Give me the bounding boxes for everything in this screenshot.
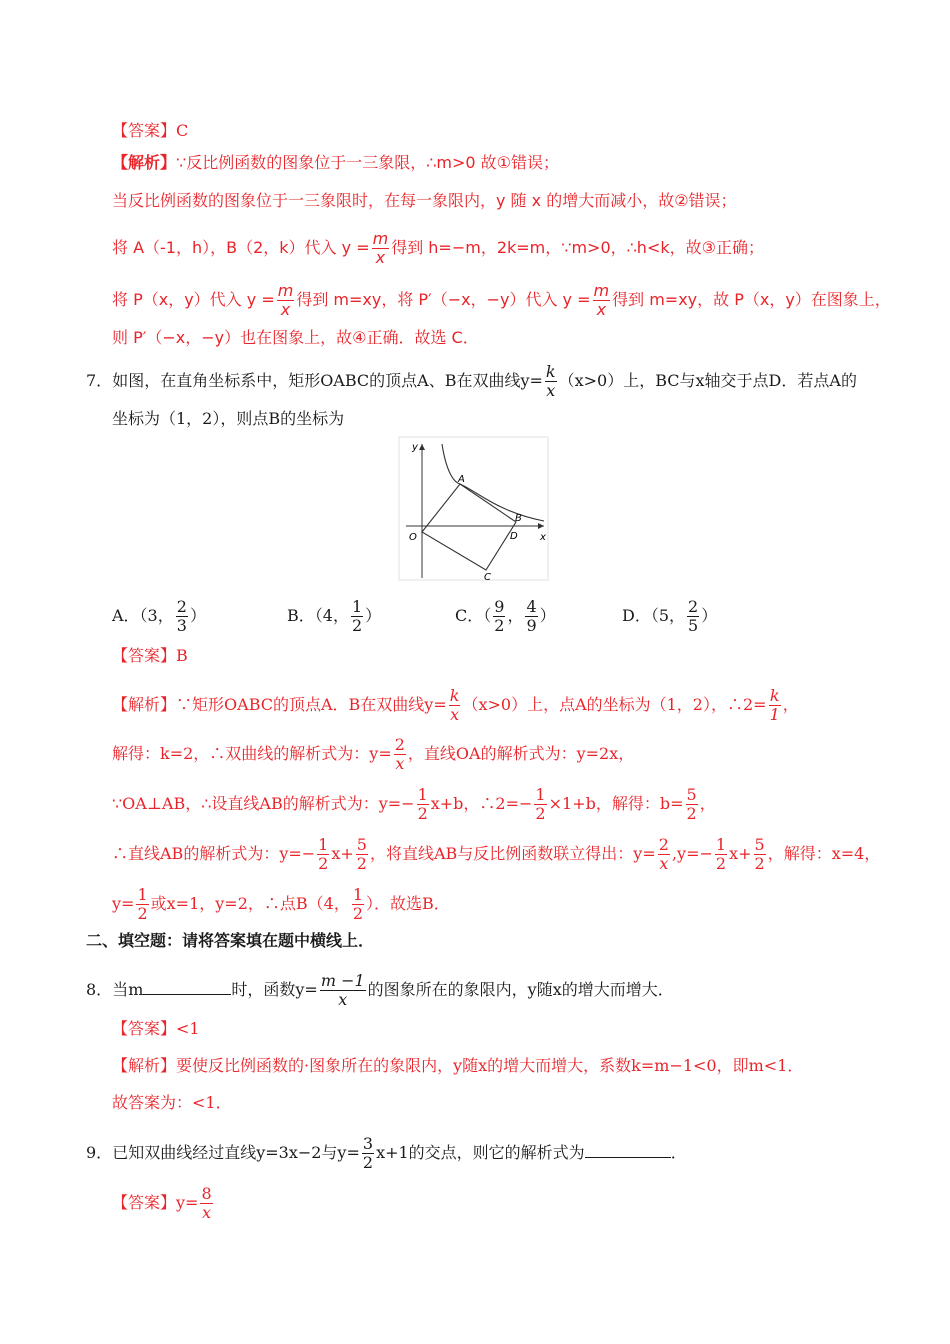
option-a[interactable]: A．（3， $\frac{2}{3}$ ） bbox=[112, 597, 206, 635]
x-axis-arrow bbox=[538, 523, 544, 529]
q7-stem-line-1: 7．如图，在直角坐标系中，矩形OABC的顶点A、B在双曲线y= $\frac{k}{x}$ （x>0）上，BC与x轴交于点D．若点A的 bbox=[86, 362, 857, 400]
y-axis-arrow bbox=[419, 444, 425, 450]
q6-analysis-line-5: 则 P′（−x，−y）也在图象上，故④正确．故选 C． bbox=[112, 328, 479, 347]
fraction-m-over-x: $\frac{m}{x}$ bbox=[372, 229, 389, 267]
q8-analysis: 【解析】要使反比例函数的·图象所在的象限内，y随x的增大而增大，系数k=m−1<0，即m<1． bbox=[112, 1056, 804, 1075]
answer-label: 【答案】 bbox=[112, 646, 177, 665]
q9-answer-blank[interactable] bbox=[585, 1141, 671, 1158]
analysis-label: 【解析】 bbox=[112, 153, 177, 172]
q7-answer bbox=[112, 645, 188, 667]
q7-analysis-line-4: ∴直线AB的解析式为：y=− $\frac{1}{2}$ x+ $\frac{5}{2}$ ，将直线AB与反比例函数联立得出：y= $\frac{2}{x}$ ,y=− $\frac{1}{2}$ x+ $\frac{5}{2}$ ，解得：x=4， bbox=[112, 835, 881, 873]
q7-analysis-line-2: 解得：k=2，∴双曲线的解析式为：y= $\frac{2}{x}$ ，直线OA的解析式为：y=2x， bbox=[112, 735, 635, 773]
q6-analysis-line-1: 【解析】∵反比例函数的图象位于一三象限，∴m>0 故①错误； bbox=[112, 153, 559, 172]
option-d[interactable]: D．（5， $\frac{2}{5}$ ） bbox=[622, 597, 718, 635]
q8-stem: 8．当m 时，函数y= $\frac{m -1}{x}$ 的图象所在的象限内，y随x的增大而增大． bbox=[86, 971, 674, 1009]
section-2-heading: 二、填空题：请将答案填在题中横线上． bbox=[86, 931, 375, 950]
label-o: O bbox=[409, 532, 417, 543]
q6-answer bbox=[112, 120, 188, 142]
q8-answer: 【答案】<1 bbox=[112, 1019, 200, 1038]
label-c: C bbox=[484, 572, 491, 582]
figure-border bbox=[399, 437, 548, 580]
fraction-m-over-x: $\frac{m}{x}$ bbox=[277, 281, 294, 319]
label-b: B bbox=[515, 513, 522, 524]
option-b[interactable]: B．（4， $\frac{1}{2}$ ） bbox=[287, 597, 382, 635]
q6-analysis-line-2: 当反比例函数的图象位于一三象限时，在每一象限内，y 随 x 的增大而减小，故②错误； bbox=[112, 191, 737, 210]
q7-figure bbox=[398, 436, 550, 582]
answer-value: C bbox=[176, 121, 189, 140]
label-a: A bbox=[458, 474, 465, 485]
q9-stem: 9．已知双曲线经过直线y=3x−2与y= $\frac{3}{2}$ x+1的交点，则它的解析式为 ． bbox=[86, 1134, 687, 1172]
rectangle-oabc bbox=[422, 484, 516, 570]
fraction-k-over-x: $\frac{k}{x}$ bbox=[545, 362, 556, 400]
q7-stem-line-2: 坐标为（1，2），则点B的坐标为 bbox=[112, 409, 345, 428]
q7-analysis-line-5: y= $\frac{1}{2}$ 或x=1，y=2，∴点B（4， $\frac{1}{2}$ ）．故选B． bbox=[112, 885, 450, 923]
q8-answer-blank[interactable] bbox=[143, 978, 231, 995]
label-x: x bbox=[540, 532, 546, 543]
q8-conclusion: 故答案为：<1． bbox=[112, 1093, 232, 1112]
q6-analysis-line-3: 将 A（-1，h），B（2，k）代入 y = $\frac{m}{x}$ 得到 h=−m，2k=m，∵m>0，∴h<k，故③正确； bbox=[112, 229, 764, 267]
option-c[interactable]: C．（ $\frac{9}{2}$ ， $\frac{4}{9}$ ） bbox=[455, 597, 556, 635]
answer-value: B bbox=[176, 646, 188, 665]
fraction-m-over-x: $\frac{m}{x}$ bbox=[593, 281, 610, 319]
q7-analysis-line-1: 【解析】∵矩形OABC的顶点A．B在双曲线y= $\frac{k}{x}$ （x>0）上，点A的坐标为（1，2），∴2= $\frac{k}{1}$ ， bbox=[112, 686, 799, 724]
q7-analysis-line-3: ∵OA⊥AB，∴设直线AB的解析式为：y=− $\frac{1}{2}$ x+b，∴2=− $\frac{1}{2}$ ×1+b，解得：b= $\frac{5}{2}$ ， bbox=[112, 785, 716, 823]
answer-label: 【答案】 bbox=[112, 121, 177, 140]
label-y: y bbox=[412, 442, 418, 453]
q6-analysis-line-4: 将 P（x，y）代入 y = $\frac{m}{x}$ 得到 m=xy，将 P′（−x，−y）代入 y = $\frac{m}{x}$ 得到 m=xy，故 P（x，y）在图象上， bbox=[112, 281, 891, 319]
q9-answer: 【答案】y= $\frac{8}{x}$ bbox=[112, 1184, 212, 1222]
label-d: D bbox=[510, 531, 518, 542]
